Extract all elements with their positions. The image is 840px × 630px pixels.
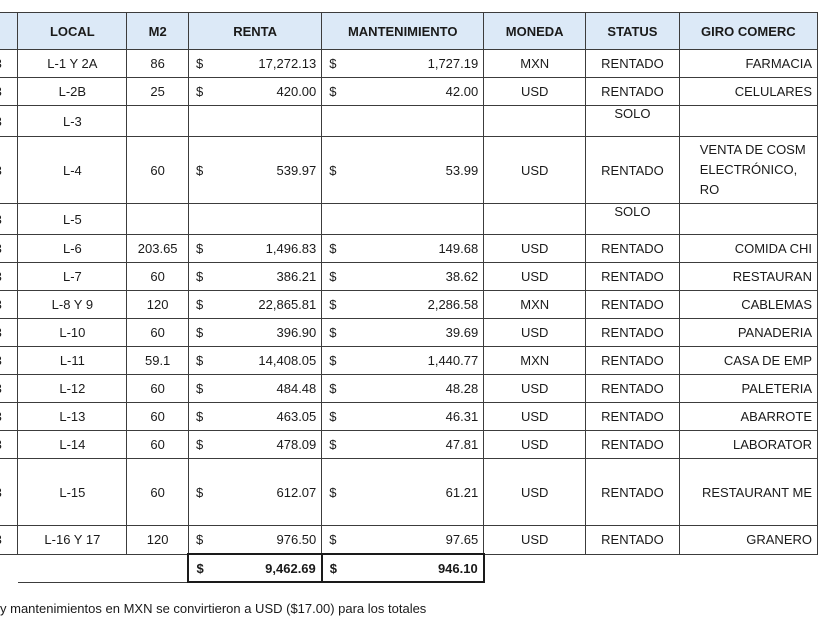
table-row <box>0 235 818 263</box>
currency-symbol: $ <box>195 484 204 500</box>
renta-cell-value: 1,496.83 <box>265 241 317 256</box>
renta-cell-value: 386.21 <box>276 269 317 284</box>
currency-symbol: $ <box>195 241 204 256</box>
local-cell[interactable]: L-3 <box>18 106 127 137</box>
row-first-cell[interactable] <box>0 459 18 526</box>
row-first-cell[interactable] <box>0 291 18 319</box>
mant-cell[interactable] <box>322 526 484 555</box>
currency-symbol: $ <box>195 437 204 452</box>
m2-cell[interactable]: 60 <box>127 459 189 526</box>
table-row <box>0 431 818 459</box>
row-first-cell[interactable] <box>0 347 18 375</box>
currency-symbol: $ <box>196 560 204 576</box>
status-cell[interactable]: RENTADO <box>586 235 680 263</box>
currency-symbol: $ <box>329 409 337 424</box>
renta-cell-value: 17,272.13 <box>258 56 317 71</box>
m2-cell[interactable]: 203.65 <box>127 235 189 263</box>
renta-cell-value: 463.05 <box>276 409 317 424</box>
moneda-cell[interactable]: USD <box>484 235 586 263</box>
table-row <box>0 78 818 106</box>
local-cell[interactable]: L-15 <box>18 459 127 526</box>
moneda-cell[interactable]: USD <box>484 403 586 431</box>
mant-cell[interactable] <box>322 347 484 375</box>
mant-cell-value: 39.69 <box>445 325 479 340</box>
moneda-cell[interactable]: MXN <box>484 291 586 319</box>
currency-symbol: $ <box>195 56 204 71</box>
mant-cell-value: 48.28 <box>445 381 479 396</box>
local-cell[interactable]: L-1 Y 2A <box>18 50 127 78</box>
giro-cell[interactable]: CABLEMAS <box>679 291 817 319</box>
status-cell[interactable]: SOLO <box>586 204 680 235</box>
mant-cell[interactable] <box>322 459 484 526</box>
m2-cell[interactable]: 60 <box>127 263 189 291</box>
status-cell[interactable]: RENTADO <box>586 375 680 403</box>
mant-cell[interactable] <box>322 291 484 319</box>
moneda-cell[interactable]: USD <box>484 78 586 106</box>
renta-cell[interactable] <box>188 375 321 403</box>
m2-cell[interactable]: 60 <box>127 137 189 204</box>
giro-cell[interactable] <box>679 204 817 235</box>
totals-row <box>0 554 818 582</box>
row-first-cell[interactable] <box>0 375 18 403</box>
table-row <box>0 291 818 319</box>
mant-cell-value: 53.99 <box>445 162 479 178</box>
currency-symbol: $ <box>329 325 337 340</box>
mant-cell-value: 47.81 <box>445 437 479 452</box>
currency-symbol: $ <box>195 532 204 547</box>
currency-symbol: $ <box>195 353 204 368</box>
m2-cell[interactable]: 60 <box>127 375 189 403</box>
status-cell[interactable]: SOLO <box>586 106 680 137</box>
mant-cell-value: 42.00 <box>445 84 479 99</box>
total-blank-cell[interactable] <box>586 554 680 582</box>
m2-cell[interactable]: 120 <box>127 291 189 319</box>
mant-cell[interactable] <box>322 204 484 235</box>
renta-cell-value: 22,865.81 <box>258 297 317 312</box>
currency-symbol: $ <box>195 381 204 396</box>
mant-cell-value: 38.62 <box>445 269 479 284</box>
currency-symbol: $ <box>329 532 337 547</box>
giro-cell[interactable]: LABORATOR <box>679 431 817 459</box>
local-cell[interactable]: L-8 Y 9 <box>18 291 127 319</box>
currency-symbol: $ <box>329 162 337 178</box>
header-first[interactable] <box>0 13 18 50</box>
renta-cell[interactable] <box>188 526 321 555</box>
renta-cell-value: 539.97 <box>276 162 317 178</box>
renta-cell[interactable] <box>188 204 321 235</box>
currency-symbol: $ <box>195 269 204 284</box>
row-first-cell[interactable] <box>0 319 18 347</box>
table-row <box>0 347 818 375</box>
local-cell[interactable]: L-5 <box>18 204 127 235</box>
mant-cell[interactable] <box>322 263 484 291</box>
footnote: y mantenimientos en MXN se convirtieron a USD ($17.00) para los totales <box>0 601 427 616</box>
renta-cell-value: 420.00 <box>276 84 317 99</box>
status-cell[interactable]: RENTADO <box>586 459 680 526</box>
local-cell[interactable]: L-4 <box>18 137 127 204</box>
moneda-cell[interactable]: USD <box>484 375 586 403</box>
m2-cell[interactable]: 25 <box>127 78 189 106</box>
table-row <box>0 137 818 204</box>
header-giro[interactable]: GIRO COMERC <box>679 13 817 50</box>
total-blank-cell[interactable] <box>18 554 127 582</box>
moneda-cell[interactable]: USD <box>484 431 586 459</box>
row-first-cell[interactable] <box>0 431 18 459</box>
table-row <box>0 50 818 78</box>
local-cell[interactable]: L-16 Y 17 <box>18 526 127 555</box>
renta-cell[interactable] <box>188 106 321 137</box>
renta-cell[interactable] <box>188 137 321 204</box>
mant-cell[interactable] <box>322 78 484 106</box>
total-blank-cell[interactable] <box>0 554 18 582</box>
currency-symbol: $ <box>195 409 204 424</box>
moneda-cell[interactable]: USD <box>484 137 586 204</box>
moneda-cell[interactable]: USD <box>484 526 586 555</box>
m2-cell[interactable]: 59.1 <box>127 347 189 375</box>
moneda-cell[interactable]: USD <box>484 459 586 526</box>
header-row <box>0 13 818 50</box>
m2-cell[interactable]: 60 <box>127 319 189 347</box>
renta-cell[interactable] <box>188 319 321 347</box>
mant-cell[interactable] <box>322 50 484 78</box>
header-m2[interactable]: M2 <box>127 13 189 50</box>
renta-cell-value: 478.09 <box>276 437 317 452</box>
renta-cell[interactable] <box>188 347 321 375</box>
mant-cell-value: 46.31 <box>445 409 479 424</box>
rent-roll-table <box>0 12 818 583</box>
renta-cell[interactable] <box>188 78 321 106</box>
currency-symbol: $ <box>329 381 337 396</box>
total-mant-cell[interactable] <box>322 554 484 582</box>
total-renta-value: 9,462.69 <box>265 560 316 576</box>
giro-cell[interactable]: CASA DE EMP <box>679 347 817 375</box>
header-status[interactable]: STATUS <box>586 13 680 50</box>
renta-cell[interactable] <box>188 263 321 291</box>
mant-cell-value: 61.21 <box>445 484 479 500</box>
status-cell[interactable]: RENTADO <box>586 347 680 375</box>
status-cell[interactable]: RENTADO <box>586 50 680 78</box>
giro-cell[interactable]: ABARROTE <box>679 403 817 431</box>
table-row <box>0 459 818 526</box>
header-renta[interactable]: RENTA <box>188 13 321 50</box>
giro-cell[interactable]: RESTAURANT ME <box>679 459 817 526</box>
giro-cell[interactable]: RESTAURAN <box>679 263 817 291</box>
row-first-cell[interactable] <box>0 137 18 204</box>
table-row <box>0 263 818 291</box>
m2-cell[interactable] <box>127 204 189 235</box>
local-cell[interactable]: L-10 <box>18 319 127 347</box>
renta-cell-value: 14,408.05 <box>258 353 317 368</box>
row-first-cell[interactable] <box>0 106 18 137</box>
status-cell[interactable]: RENTADO <box>586 78 680 106</box>
m2-cell[interactable] <box>127 106 189 137</box>
giro-cell[interactable]: COMIDA CHI <box>679 235 817 263</box>
renta-cell[interactable] <box>188 431 321 459</box>
status-cell[interactable]: RENTADO <box>586 291 680 319</box>
mant-cell[interactable] <box>322 235 484 263</box>
table-row <box>0 319 818 347</box>
giro-cell[interactable]: GRANERO <box>679 526 817 555</box>
mant-cell-value: 1,440.77 <box>427 353 479 368</box>
m2-cell[interactable]: 60 <box>127 403 189 431</box>
mant-cell-value: 2,286.58 <box>427 297 479 312</box>
table-row <box>0 403 818 431</box>
local-cell[interactable]: L-13 <box>18 403 127 431</box>
total-mant-value: 946.10 <box>437 560 478 576</box>
status-cell[interactable]: RENTADO <box>586 526 680 555</box>
mant-cell[interactable] <box>322 431 484 459</box>
table-row <box>0 375 818 403</box>
local-cell[interactable]: L-12 <box>18 375 127 403</box>
local-cell[interactable]: L-2B <box>18 78 127 106</box>
renta-cell-value: 612.07 <box>276 484 317 500</box>
mant-cell-value: 149.68 <box>438 241 479 256</box>
currency-symbol: $ <box>329 353 337 368</box>
row-first-cell[interactable] <box>0 50 18 78</box>
renta-cell[interactable] <box>188 50 321 78</box>
header-local[interactable]: LOCAL <box>18 13 127 50</box>
giro-cell[interactable]: CELULARES <box>679 78 817 106</box>
giro-cell[interactable] <box>679 106 817 137</box>
local-cell[interactable]: L-6 <box>18 235 127 263</box>
row-first-cell[interactable] <box>0 526 18 555</box>
mant-cell[interactable] <box>322 137 484 204</box>
currency-symbol: $ <box>329 56 337 71</box>
currency-symbol: $ <box>195 162 204 178</box>
moneda-cell[interactable] <box>484 204 586 235</box>
row-first-cell[interactable] <box>0 235 18 263</box>
mant-cell-value: 1,727.19 <box>427 56 479 71</box>
currency-symbol: $ <box>329 484 337 500</box>
total-blank-cell[interactable] <box>127 554 189 582</box>
currency-symbol: $ <box>329 84 337 99</box>
currency-symbol: $ <box>329 437 337 452</box>
giro-cell[interactable]: FARMACIA <box>679 50 817 78</box>
m2-cell[interactable]: 60 <box>127 431 189 459</box>
renta-cell[interactable] <box>188 403 321 431</box>
mant-cell[interactable] <box>322 375 484 403</box>
total-renta-cell[interactable] <box>188 554 321 582</box>
m2-cell[interactable]: 120 <box>127 526 189 555</box>
mant-cell-value: 97.65 <box>445 532 479 547</box>
row-first-cell[interactable] <box>0 403 18 431</box>
renta-cell-value: 484.48 <box>276 381 317 396</box>
renta-cell[interactable] <box>188 291 321 319</box>
mant-cell[interactable] <box>322 403 484 431</box>
row-first-cell[interactable] <box>0 78 18 106</box>
total-blank-cell[interactable] <box>679 554 817 582</box>
giro-cell[interactable]: VENTA DE COSM ELECTRÓNICO, RO <box>679 137 817 204</box>
currency-symbol: $ <box>195 84 204 99</box>
mant-cell[interactable] <box>322 106 484 137</box>
currency-symbol: $ <box>329 241 337 256</box>
renta-cell-value: 976.50 <box>276 532 317 547</box>
moneda-cell[interactable]: USD <box>484 263 586 291</box>
moneda-cell[interactable] <box>484 106 586 137</box>
status-cell[interactable]: RENTADO <box>586 263 680 291</box>
row-first-cell[interactable] <box>0 204 18 235</box>
row-first-cell[interactable] <box>0 263 18 291</box>
renta-cell-value: 396.90 <box>276 325 317 340</box>
table-row <box>0 204 818 235</box>
renta-cell[interactable] <box>188 235 321 263</box>
local-cell[interactable]: L-7 <box>18 263 127 291</box>
status-cell[interactable]: RENTADO <box>586 403 680 431</box>
giro-cell[interactable]: PANADERIA <box>679 319 817 347</box>
total-blank-cell[interactable] <box>484 554 586 582</box>
table-row <box>0 526 818 555</box>
moneda-cell[interactable]: USD <box>484 319 586 347</box>
local-cell[interactable]: L-14 <box>18 431 127 459</box>
currency-symbol: $ <box>195 297 204 312</box>
header-moneda[interactable]: MONEDA <box>484 13 586 50</box>
status-cell[interactable]: RENTADO <box>586 137 680 204</box>
currency-symbol: $ <box>195 325 204 340</box>
header-mantenimiento[interactable]: MANTENIMIENTO <box>322 13 484 50</box>
currency-symbol: $ <box>329 297 337 312</box>
renta-cell[interactable] <box>188 459 321 526</box>
currency-symbol: $ <box>329 269 337 284</box>
m2-cell[interactable]: 86 <box>127 50 189 78</box>
giro-cell[interactable]: PALETERIA <box>679 375 817 403</box>
table-row <box>0 106 818 137</box>
status-cell[interactable]: RENTADO <box>586 319 680 347</box>
status-cell[interactable]: RENTADO <box>586 431 680 459</box>
local-cell[interactable]: L-11 <box>18 347 127 375</box>
moneda-cell[interactable]: MXN <box>484 50 586 78</box>
mant-cell[interactable] <box>322 319 484 347</box>
moneda-cell[interactable]: MXN <box>484 347 586 375</box>
currency-symbol: $ <box>329 560 337 576</box>
